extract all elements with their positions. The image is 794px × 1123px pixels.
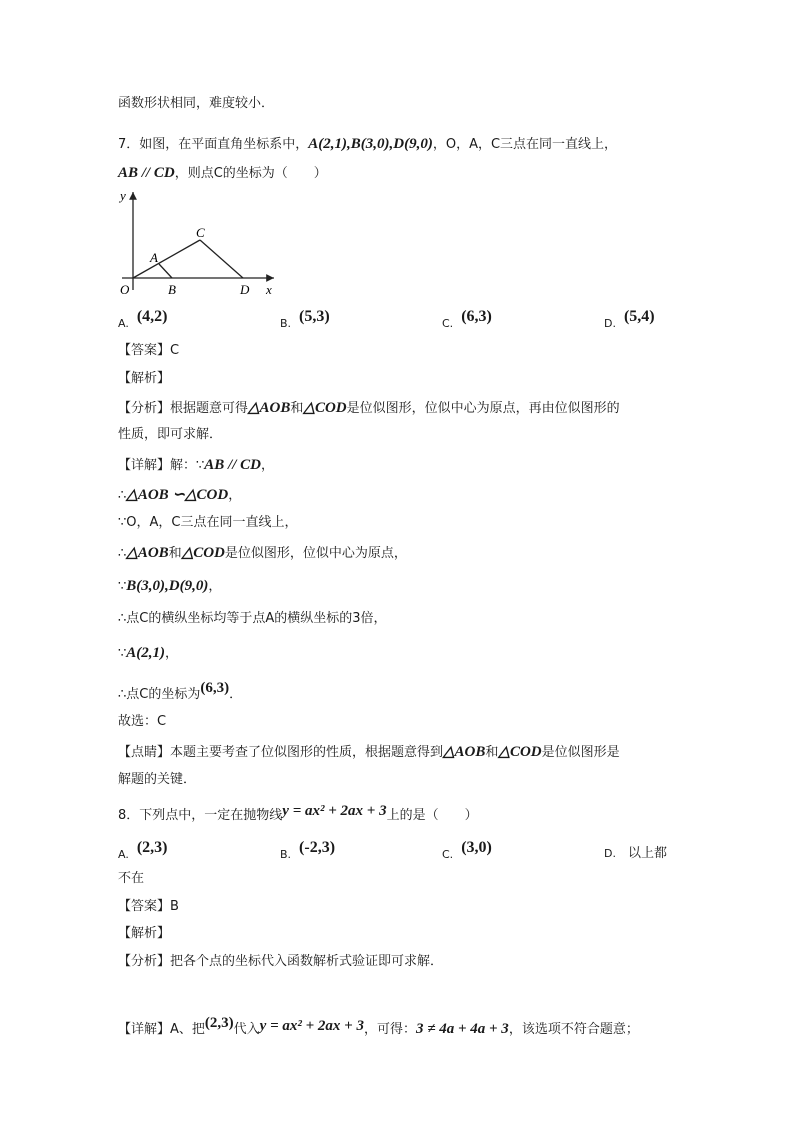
coordinate-figure — [112, 186, 282, 298]
segment-ab — [159, 264, 172, 278]
option-value: 以上都 — [627, 846, 667, 861]
text: 是位似图形是 — [541, 745, 620, 760]
text: 【答案】C — [118, 343, 180, 358]
option-label: A. — [118, 848, 129, 861]
step-6 — [118, 643, 178, 664]
q7-option-d — [604, 308, 655, 334]
math: A(2,1) — [126, 645, 166, 661]
option-label: B. — [280, 848, 292, 861]
text: 不在 — [118, 871, 145, 886]
option-value: (5,4) — [623, 308, 655, 325]
q8-option-d — [604, 844, 667, 864]
question-7-stem — [118, 134, 617, 155]
text: 【答案】B — [118, 899, 179, 914]
detail-8 — [118, 1015, 639, 1040]
text: ，可得： — [363, 1022, 416, 1037]
option-label: C. — [442, 317, 454, 330]
text: 是位似图形，位似中心为原点，再由位似图形的 — [346, 401, 620, 416]
step-5 — [118, 609, 387, 629]
text: 【解析】 — [118, 926, 171, 941]
math: y = ax² + 2ax + 3 — [259, 1018, 364, 1034]
text: 【解析】 — [118, 371, 171, 386]
q8-option-c — [442, 839, 492, 865]
q7-option-c — [442, 308, 492, 334]
text: 是位似图形，位似中心为原点， — [224, 546, 407, 561]
math: △COD — [303, 400, 347, 416]
option-label: A. — [118, 317, 129, 330]
label-o: O — [120, 282, 130, 297]
text: 故选：C — [118, 714, 167, 729]
text: ，该选项不符合题意； — [508, 1022, 639, 1037]
analysis-7 — [118, 398, 620, 419]
text: ， — [208, 579, 222, 594]
step-2 — [118, 513, 297, 533]
text: ， — [165, 646, 179, 661]
label-a: A — [150, 250, 158, 265]
analysis-heading-7 — [118, 369, 170, 389]
text: 解题的关键． — [118, 772, 197, 787]
text: ∴点C的横纵坐标均等于点A的横纵坐标的3倍， — [118, 611, 387, 626]
summary-7 — [118, 742, 620, 763]
option-value: (3,0) — [461, 839, 492, 856]
analysis-heading-8 — [118, 924, 170, 944]
step-1 — [118, 485, 241, 506]
text: 函数形状相同，难度较小． — [118, 96, 275, 111]
summary-7-cont — [118, 770, 196, 790]
question-7-stem-2 — [118, 163, 327, 184]
detail-7 — [118, 455, 274, 476]
text: ， — [228, 488, 242, 503]
text: 和 — [485, 745, 499, 760]
option-label: D. — [604, 847, 616, 860]
text: 性质，即可求解． — [118, 427, 223, 442]
text: ∴ — [118, 546, 127, 561]
text: ∵ — [118, 579, 127, 594]
answer-7 — [118, 341, 179, 361]
text: ∴点C的坐标为 — [118, 687, 201, 702]
segment-cd — [200, 240, 243, 278]
math: (6,3) — [200, 680, 230, 696]
label-b: B — [168, 282, 176, 297]
step-8 — [118, 712, 166, 732]
option-value: (4,2) — [136, 308, 168, 325]
analysis-7-cont — [118, 425, 222, 445]
text: ，O，A，C三点在同一直线上， — [432, 137, 618, 152]
label-y: y — [120, 188, 126, 203]
math: △AOB — [126, 545, 169, 561]
math: 3 ≠ 4a + 4a + 3 — [415, 1021, 509, 1037]
text-line — [118, 94, 274, 114]
option-value: (-2,3) — [299, 839, 336, 856]
label-c: C — [196, 225, 205, 240]
text: ∵ — [118, 646, 127, 661]
text: 和 — [168, 546, 182, 561]
text: 7．如图，在平面直角坐标系中， — [118, 137, 309, 152]
math: y = ax² + 2ax + 3 — [282, 803, 387, 819]
q7-option-a — [118, 308, 168, 334]
text: ∴ — [118, 488, 127, 503]
math: △AOB — [443, 744, 486, 760]
text: ，则点C的坐标为（ ） — [174, 166, 327, 181]
label-x: x — [266, 282, 272, 297]
math: AB // CD — [204, 457, 261, 473]
step-4 — [118, 576, 221, 597]
label-d: D — [240, 282, 250, 297]
option-value: (5,3) — [299, 308, 330, 325]
math: △COD — [498, 744, 542, 760]
math: B(3,0),D(9,0) — [126, 578, 209, 594]
q8-option-d-wrap — [118, 869, 144, 889]
text: 【分析】把各个点的坐标代入函数解析式验证即可求解． — [118, 954, 444, 969]
option-value: (2,3) — [136, 839, 168, 856]
answer-8 — [118, 897, 179, 917]
step-7 — [118, 680, 243, 705]
question-8-stem — [118, 805, 478, 826]
text: 8．下列点中，一定在抛物线 — [118, 808, 283, 823]
text: 代入 — [233, 1022, 260, 1037]
math-parallel: AB // CD — [118, 165, 175, 181]
math: (2,3) — [204, 1015, 234, 1031]
text: ， — [260, 458, 274, 473]
math: △AOB ∽△COD — [126, 487, 229, 503]
option-label: B. — [280, 317, 292, 330]
step-3 — [118, 543, 407, 564]
text: 上的是（ ） — [386, 808, 478, 823]
text: 【详解】A、把 — [118, 1022, 205, 1037]
text: 【分析】根据题意可得 — [118, 401, 249, 416]
text: 和 — [290, 401, 304, 416]
math: △COD — [181, 545, 225, 561]
analysis-8 — [118, 952, 443, 972]
text: 【点睛】本题主要考查了位似图形的性质，根据题意得到 — [118, 745, 444, 760]
text: 【详解】解：∵ — [118, 458, 205, 473]
math: △AOB — [248, 400, 291, 416]
text: ∵O，A，C三点在同一直线上， — [118, 515, 298, 530]
option-label: D. — [604, 317, 616, 330]
q8-option-b — [280, 839, 336, 865]
text: ． — [229, 687, 243, 702]
option-label: C. — [442, 848, 454, 861]
option-value: (6,3) — [461, 308, 492, 325]
q8-option-a — [118, 839, 168, 865]
q7-option-b — [280, 308, 330, 334]
math-coords: A(2,1),B(3,0),D(9,0) — [308, 136, 433, 152]
